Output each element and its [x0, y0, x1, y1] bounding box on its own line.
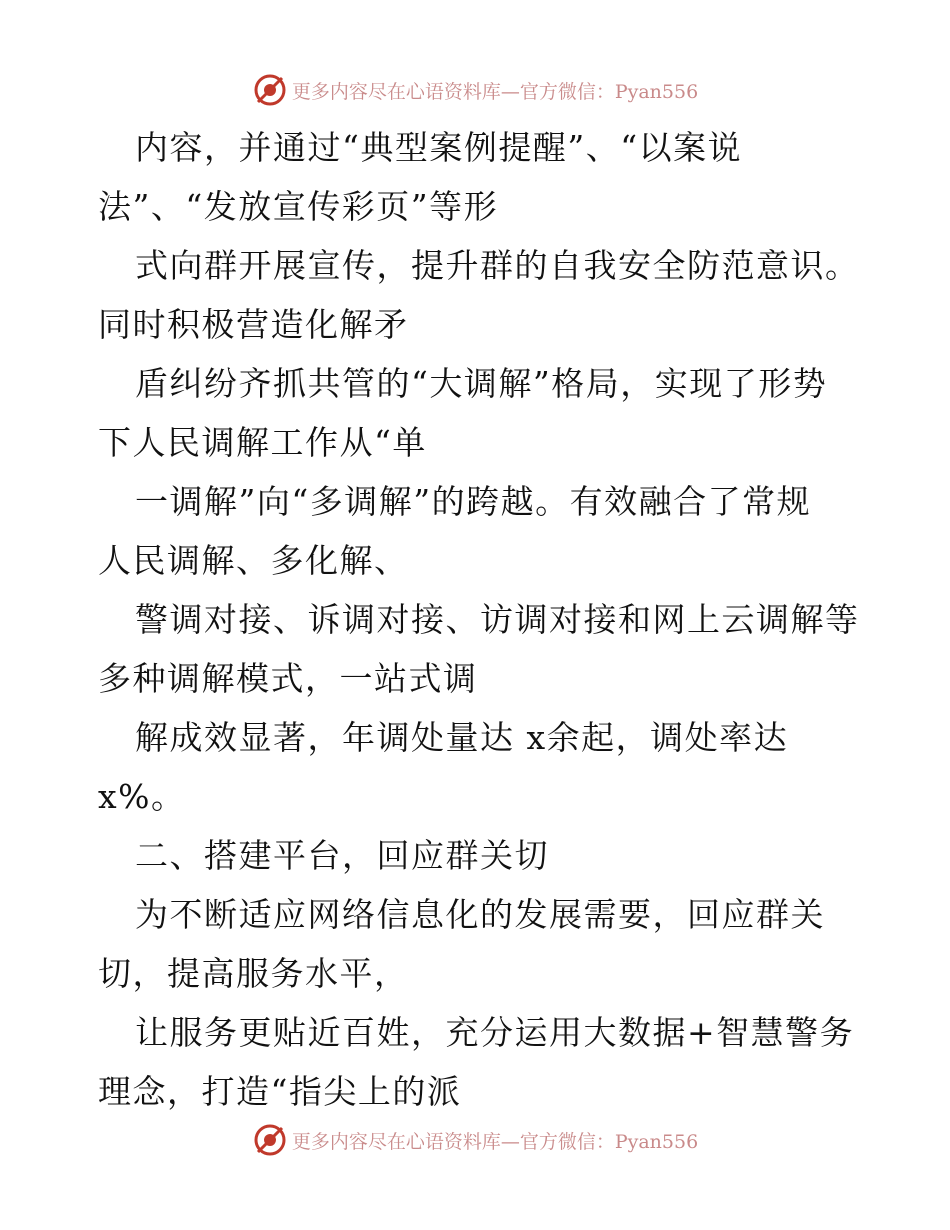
text-line: x%。: [98, 777, 186, 816]
text-line: 切，提高服务水平，: [98, 954, 409, 993]
header-watermark: [0, 70, 950, 110]
watermark-text: 更多内容尽在心语资料库—官方微信：Pyan556: [291, 1130, 699, 1153]
text-line: 盾纠纷齐抓共管的“大调解”格局，实现了形势: [135, 364, 828, 403]
text-line: 解成效显著，年调处量达 x余起，调处率达: [135, 718, 789, 757]
text-line: 下人民调解工作从“单: [98, 423, 427, 462]
document-body: [98, 118, 858, 1121]
brand-logo-icon: [252, 72, 288, 108]
text-line: 让服务更贴近百姓，充分运用大数据+智慧警务: [135, 1013, 855, 1052]
text-line: 一调解”向“多调解”的跨越。有效融合了常规: [135, 482, 812, 521]
text-line: 内容，并通过“典型案例提醒”、“以案说: [135, 128, 743, 167]
text-line: 为不断适应网络信息化的发展需要，回应群关: [135, 895, 825, 934]
brand-logo-icon: [252, 1122, 288, 1158]
watermark-text: 更多内容尽在心语资料库—官方微信：Pyan556: [291, 80, 699, 103]
text-line: 式向群开展宣传，提升群的自我安全防范意识。: [135, 246, 860, 285]
section-heading: 二、搭建平台，回应群关切: [135, 836, 549, 875]
text-line: 人民调解、多化解、: [98, 541, 409, 580]
footer-watermark: [0, 1120, 950, 1160]
text-line: 同时积极营造化解矛: [98, 305, 409, 344]
text-line: 理念，打造“指尖上的派: [98, 1072, 462, 1111]
text-line: 警调对接、诉调对接、访调对接和网上云调解等: [135, 600, 860, 639]
text-line: 法”、“发放宣传彩页”等形: [98, 187, 499, 226]
text-line: 多种调解模式，一站式调: [98, 659, 478, 698]
